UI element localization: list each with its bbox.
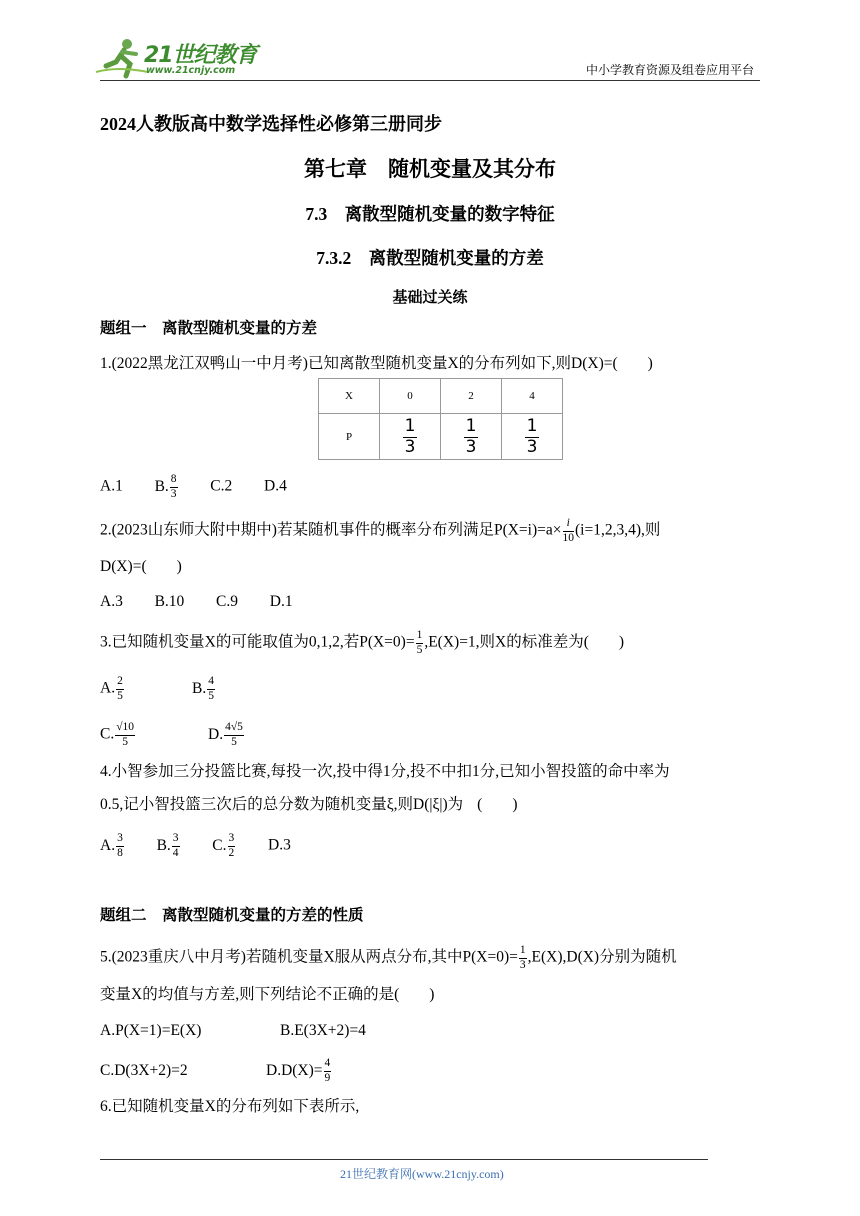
q1-stem-text: 1.(2022黑龙江双鸭山一中月考)已知离散型随机变量X的分布列如下,则D(X)=( [100,355,618,372]
section-title: 7.3 离散型随机变量的数字特征 [305,204,555,224]
footer-rule [100,1159,708,1160]
q1-stem [100,354,653,374]
option-c: C.D(3X+2)=2 [100,1061,188,1079]
option-c: C.2 [210,477,233,495]
subsection-title: 7.3.2 离散型随机变量的方差 [316,248,544,268]
q5-stem-line2: 变量X的均值与方差,则下列结论不正确的是( ) [100,986,435,1003]
option-a: A.P(X=1)=E(X) [100,1022,202,1039]
q3-stem: 3.已知随机变量X的可能取值为0,1,2,若P(X=0)= $\frac{1}{5}$ ,E(X)=1,则X的标准差为( ) [100,629,625,656]
q5-options-row1 [100,1021,366,1041]
option-b: B.E(3X+2)=4 [280,1022,366,1039]
table-cell: 2 [441,379,502,414]
fraction: $\frac{1}{3}$ [465,415,477,457]
q4-stem-line2: 0.5,记小智投篮三次后的总分数为随机变量ξ,则D(|ξ|)为 ( ) [100,796,518,813]
option-b: B.10 [154,593,185,610]
q3-options-row1 [100,676,216,702]
q2-options [100,592,293,612]
option-b: B. $\frac{4}{5}$ [192,675,214,702]
table-cell: P [319,414,380,460]
option-b: B. $\frac{3}{4}$ [156,832,179,859]
option-a: A.1 [100,477,123,495]
table-cell [441,414,502,460]
fraction: $\frac{1}{3}$ [404,415,416,457]
option-b: B. $\frac{8}{3}$ [154,473,177,500]
book-title: 2024人教版高中数学选择性必修第三册同步 [100,114,442,134]
option-c: C. $\frac{√10}{5}$ [100,721,135,748]
chapter-title: 第七章 随机变量及其分布 [304,157,556,181]
option-d: D.D(X)= $\frac{4}{9}$ [266,1057,331,1084]
option-d: D.3 [268,836,291,854]
q6-stem: 6.已知随机变量X的分布列如下表所示, [100,1098,360,1115]
q3-options-row2 [100,722,245,748]
q4-options [100,833,291,859]
footer-text: 21世纪教育网(www.21cnjy.com) [340,1167,504,1181]
option-a: A. $\frac{2}{5}$ [100,675,123,702]
header-rule [100,80,760,81]
option-d: D. $\frac{4√5}{5}$ [208,721,243,748]
table-cell: 4 [502,379,563,414]
q1-close: ) [647,355,653,372]
option-c: C.9 [216,593,239,610]
table-cell [502,414,563,460]
q2-stem: 2.(2023山东师大附中期中)若某随机事件的概率分布列满足P(X=i)=a× $\frac{i}{10}$ (i=1,2,3,4),则 [100,517,661,544]
q5-options-row2 [100,1058,332,1084]
option-a: A.3 [100,593,123,610]
q4-stem: 4.小智参加三分投篮比赛,每投一次,投中得1分,投不中扣1分,已知小智投篮的命中率为 [100,763,670,780]
table-cell: X [319,379,380,414]
q1-distribution-table [318,378,563,460]
q1-options [100,474,287,500]
table-cell [380,414,441,460]
group2-title: 题组二 离散型随机变量的方差的性质 [100,907,364,924]
fraction: $\frac{1}{5}$ [416,629,423,656]
q5-stem: 5.(2023重庆八中月考)若随机变量X服从两点分布,其中P(X=0)= $\frac{1}{3}$ ,E(X),D(X)分别为随机 [100,944,677,971]
option-c: C. $\frac{3}{2}$ [212,832,235,859]
practice-heading: 基础过关练 [392,290,468,306]
logo-text: 21世纪教育 [144,43,257,68]
fraction: $\frac{1}{3}$ [519,944,526,971]
logo-url: www.21cnjy.com [146,65,236,76]
option-d: D.4 [264,477,287,495]
group1-title: 题组一 离散型随机变量的方差 [100,320,318,337]
table-cell: 0 [380,379,441,414]
option-a: A. $\frac{3}{8}$ [100,832,123,859]
fraction: $\frac{i}{10}$ [562,517,574,544]
fraction: $\frac{1}{3}$ [526,415,538,457]
option-d: D.1 [269,593,293,610]
runner-logo-icon [94,36,150,80]
header-platform: 中小学教育资源及组卷应用平台 [585,63,754,77]
q2-stem-line2: D(X)=( ) [100,558,182,575]
header-logo [94,36,264,80]
